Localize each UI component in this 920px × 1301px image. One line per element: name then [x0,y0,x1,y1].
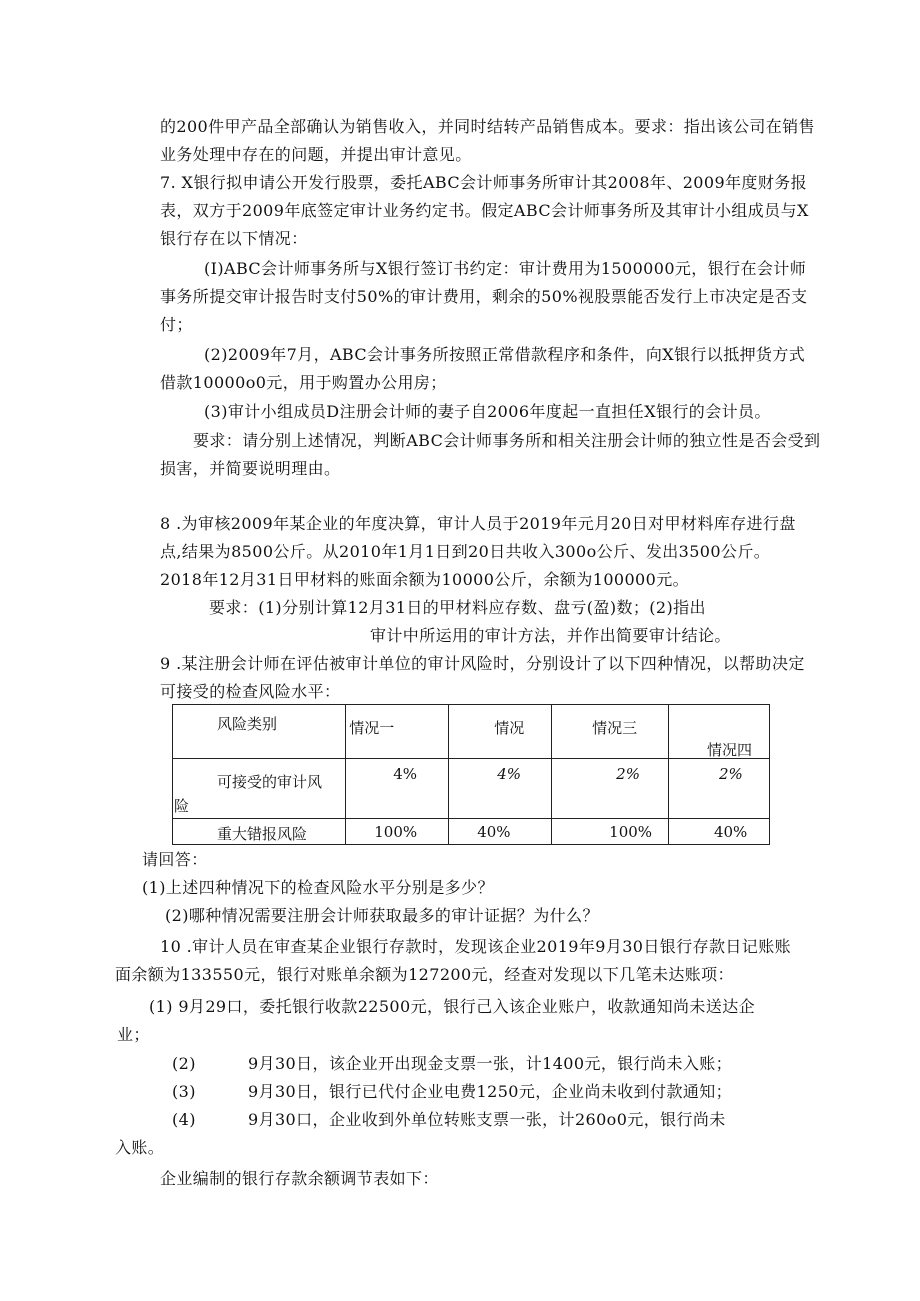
text-line: 付； [160,315,193,334]
text-line: 审计中所运用的审计方法，并作出简要审计结论。 [370,626,731,645]
text-line: 的200件甲产品全部确认为销售收入，并同时结转产品销售成本。要求：指出该公司在销售 [160,117,815,136]
table-row [173,819,770,845]
text-line: (I)ABC会计师事务所与X银行签订书约定：审计费用为1500000元，银行在会计师 [204,259,807,278]
table-row [173,705,770,759]
text-line: 损害，并简要说明理由。 [160,459,341,478]
question-10-heading: 10 .审计人员在审查某企业银行存款时，发现该企业2019年9月30日银行存款日记账账 [160,937,791,956]
text-line: (1) 9月29口，委托银行收款22500元，银行己入该企业账户，收款通知尚未送达企 [149,997,755,1016]
text-line: 事务所提交审计报告时支付50%的审计费用，剩余的50%视股票能否发行上市决定是否支 [160,287,808,306]
table-cell: 4% [393,765,418,783]
table-row [173,759,770,819]
text-line: (3)审计小组成员D注册会计师的妻子自2006年度起一直担任X银行的会计员。 [204,402,771,421]
text-line: 表，双方于2009年底签定审计业务约定书。假定ABC会计师事务所及其审计小组成员与X [160,201,809,220]
table-row-label: 可接受的审计风 [217,773,323,791]
table-header-cell: 情况一 [349,719,395,737]
table-row-label: 险 [174,797,190,815]
text-line: 可接受的检查风险水平： [160,682,341,701]
question-9-heading: 9 .某注册会计师在评估被审计单位的审计风险时，分别设计了以下四种情况，以帮助决定 [160,654,805,673]
question-7-heading: 7. X银行拟申请公开发行股票，委托ABC会计师事务所审计其2008年、2009年度财务报 [160,173,808,192]
table-header-cell: 风险类别 [217,715,278,733]
table-cell: 40% [477,823,511,841]
text-line: 9月30日，银行已代付企业电费1250元，企业尚未收到付款通知； [248,1082,733,1101]
text-line: 点,结果为8500公斤。从2010年1月1日到20日共收入300o公斤、发出3500公斤。 [160,542,771,561]
table-header-cell: 情况四 [706,741,752,759]
text-line: 银行存在以下情况： [160,229,308,248]
text-line: 业务处理中存在的问题，并提出审计意见。 [160,145,472,164]
text-line: (1)上述四种情况下的检查风险水平分别是多少？ [142,878,494,897]
risk-table [172,704,770,845]
text-line: 要求：请分别上述情况，判断ABC会计师事务所和相关注册会计师的独立性是否会受到 [193,431,821,450]
text-line: 要求：(1)分别计算12月31日的甲材料应存数、盘亏(盈)数；(2)指出 [209,598,706,617]
text-line: 9月30日，该企业开出现金支票一张，计1400元，银行尚未入账； [248,1054,733,1073]
table-row-label: 重大错报风险 [217,825,308,843]
table-cell: 2% [718,765,743,783]
table-cell: 40% [713,823,748,841]
text-line: 面余额为133550元，银行对账单余额为127200元，经查对发现以下几笔未达账项： [115,965,734,984]
list-item-number: (2) [172,1054,196,1073]
text-line: 2018年12月31日甲材料的账面余额为10000公斤，余额为100000元。 [160,570,690,589]
text-line: 入账。 [115,1138,165,1157]
table-cell: 4% [497,765,521,783]
table-cell: 100% [374,823,418,841]
table-header-cell: 情况三 [592,719,638,737]
text-line: (2)2009年7月，ABC会计事务所按照正常借款程序和条件，向X银行以抵押货方式 [204,345,806,364]
table-cell: 100% [609,823,653,841]
list-item-number: (3) [172,1082,196,1101]
text-line: (2)哪种情况需要注册会计师获取最多的审计证据？为什么？ [165,906,599,925]
text-line: 企业编制的银行存款余额调节表如下： [160,1169,439,1188]
table-cell: 2% [616,765,640,783]
text-line: 9月30口，企业收到外单位转账支票一张，计260o0元，银行尚未 [248,1110,726,1129]
text-line: 借款10000o0元，用于购置办公用房； [160,373,447,392]
question-8-heading: 8 .为审核2009年某企业的年度决算，审计人员于2019年元月20日对甲材料库存进行盘 [160,514,796,533]
list-item-number: (4) [172,1110,196,1129]
text-line: 请回答： [142,850,208,869]
text-line: 业； [117,1025,150,1044]
table-header-cell: 情况 [494,719,525,737]
